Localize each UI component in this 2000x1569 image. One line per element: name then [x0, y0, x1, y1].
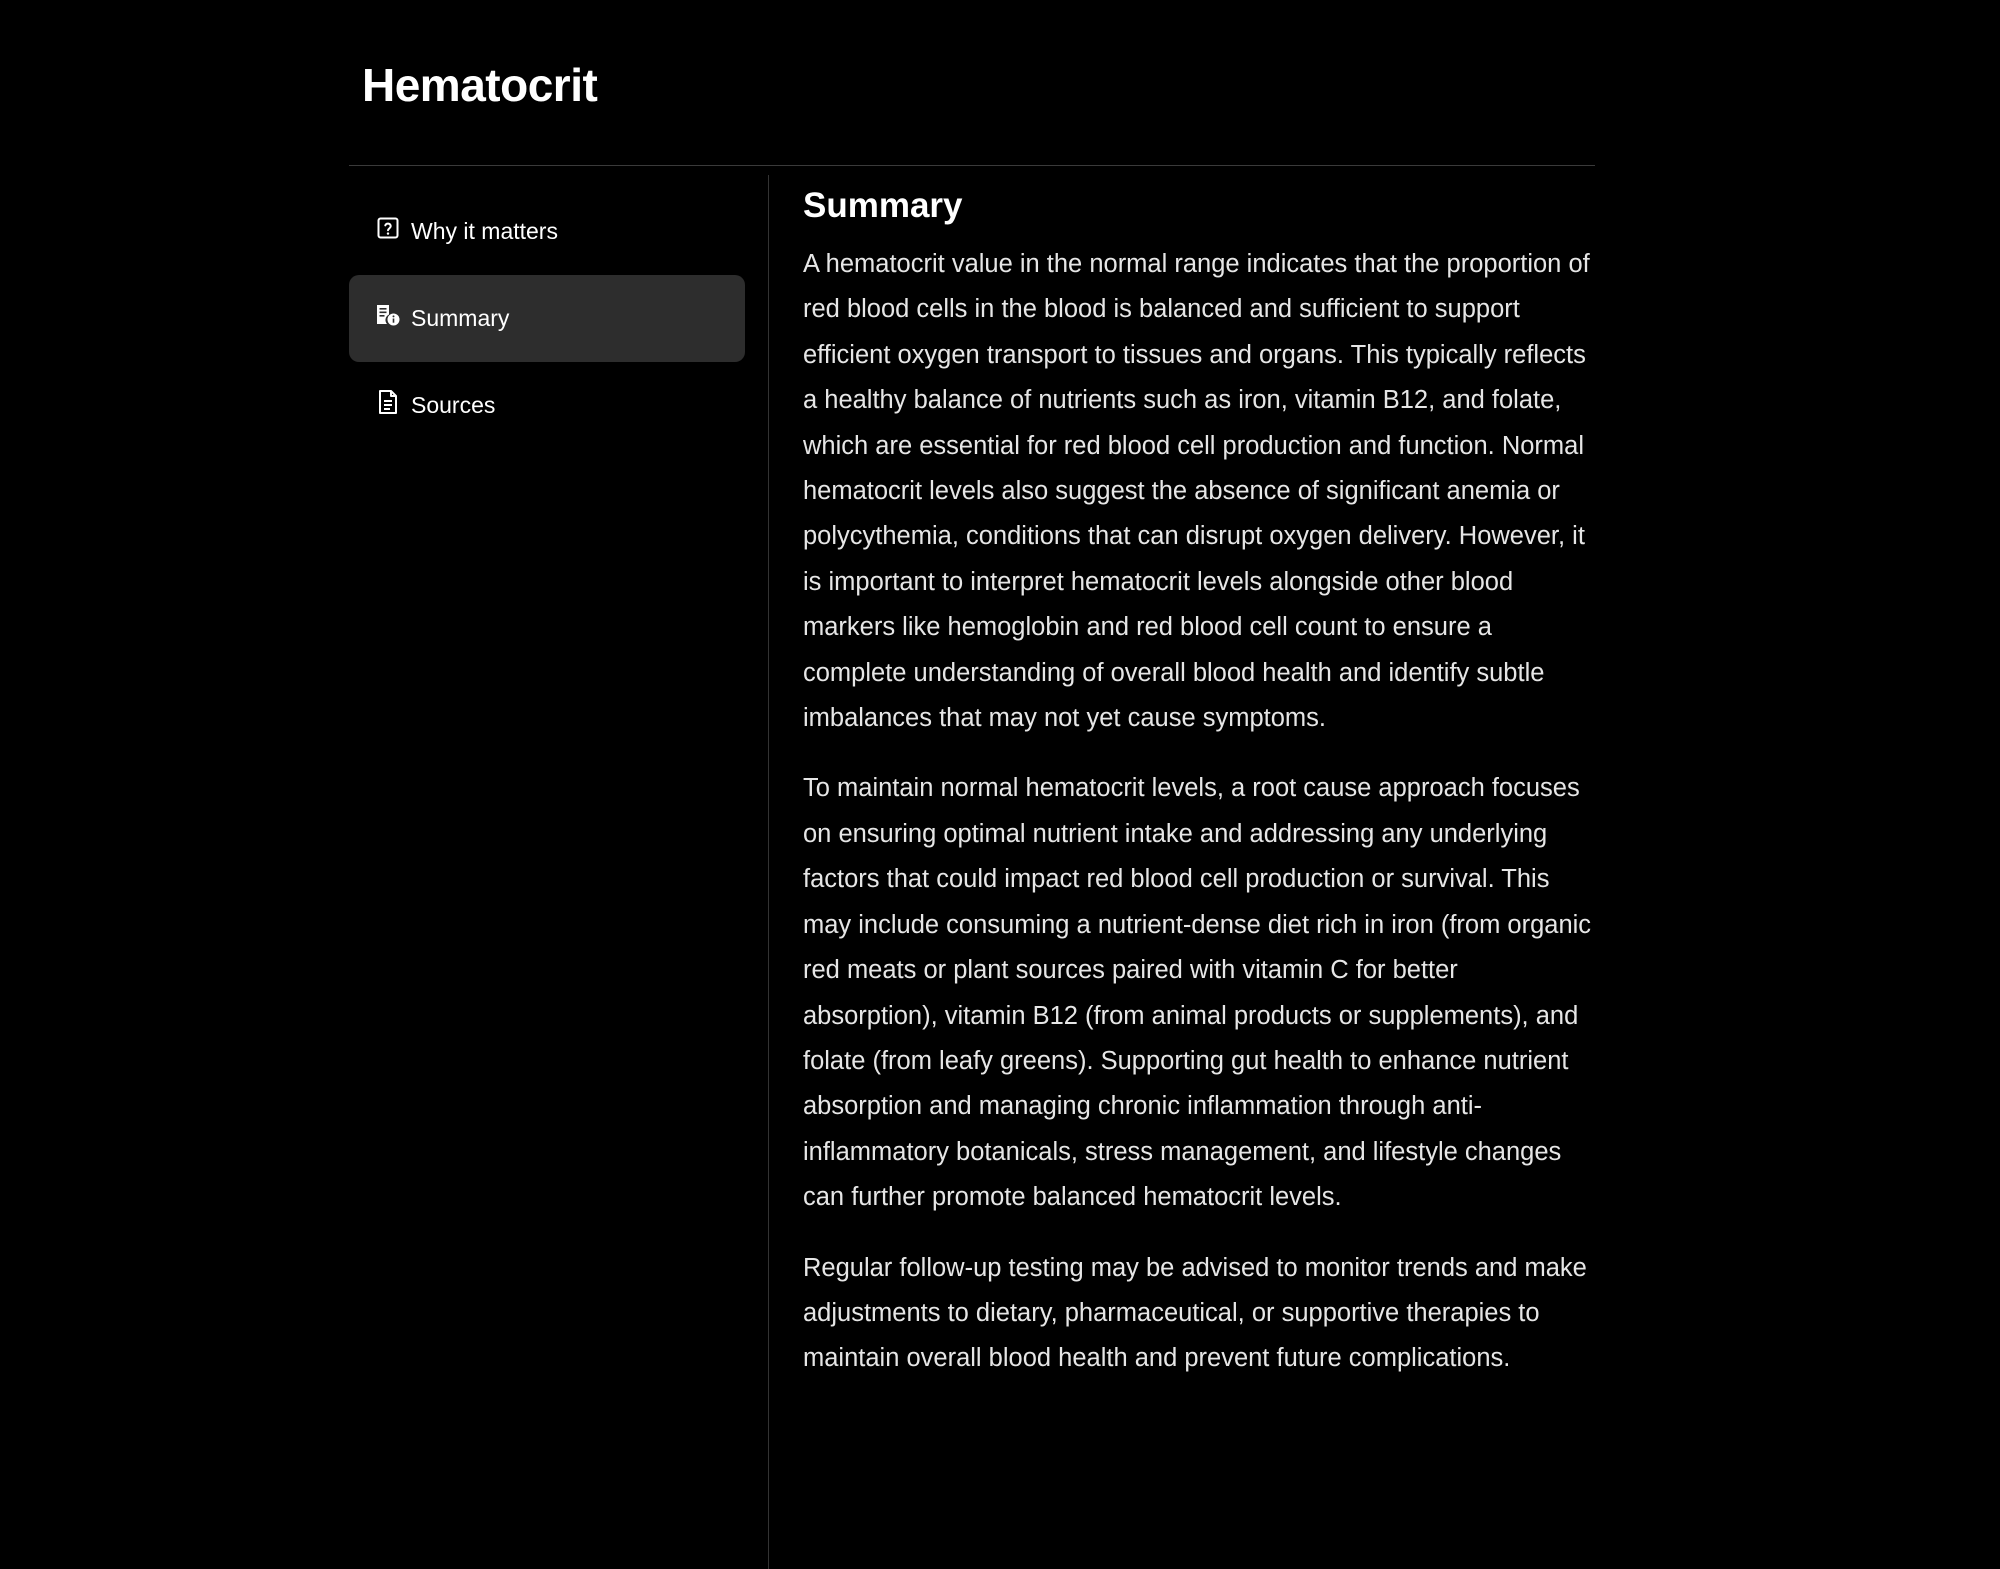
sidebar-item-why-it-matters[interactable]	[349, 188, 745, 275]
summary-paragraph: Regular follow-up testing may be advised to monitor trends and make adjustments to dietary, pharmaceutical, or supportive therapies to maintain overall blood health and prevent future complications.	[803, 1253, 1587, 1373]
section-heading: Summary	[803, 186, 963, 225]
sidebar-nav	[349, 188, 745, 449]
column-divider	[768, 175, 769, 1569]
sidebar-item-summary[interactable]	[349, 275, 745, 362]
page-title: Hematocrit	[362, 59, 598, 111]
sidebar-item-sources[interactable]	[349, 362, 745, 449]
question-square-icon	[375, 215, 401, 241]
sidebar-item-label: Why it matters	[411, 218, 558, 244]
document-info-icon	[375, 302, 401, 328]
sidebar-item-label: Summary	[411, 305, 510, 331]
summary-paragraph: A hematocrit value in the normal range indicates that the proportion of red blood cells in the blood is balanced and sufficient to support efficient oxygen transport to tissues and organs. This typically reflects a healthy balance of nutrients such as iron, vitamin B12, and folate, which are essential for red blood cell production and function. Normal hematocrit levels also suggest the absence of significant anemia or polycythemia, conditions that can disrupt oxygen delivery. However, it is important to interpret hematocrit levels alongside other blood markers like hemoglobin and red blood cell count to ensure a complete understanding of overall blood health and identify subtle imbalances that may not yet cause symptoms.	[803, 250, 1590, 733]
summary-paragraph: To maintain normal hematocrit levels, a root cause approach focuses on ensuring optimal nutrient intake and addressing any underlying factors that could impact red blood cell production or survival. This may include consuming a nutrient-dense diet rich in iron (from organic red meats or plant sources paired with vitamin C for better absorption), vitamin B12 (from animal products or supplements), and folate (from leafy greens). Supporting gut health to enhance nutrient absorption and managing chronic inflammation through anti-inflammatory botanicals, stress management, and lifestyle changes can further promote balanced hematocrit levels.	[803, 774, 1592, 1212]
summary-content	[803, 186, 1598, 1407]
header-divider	[349, 165, 1595, 166]
document-lines-icon	[375, 389, 401, 415]
sidebar-item-label: Sources	[411, 392, 496, 418]
